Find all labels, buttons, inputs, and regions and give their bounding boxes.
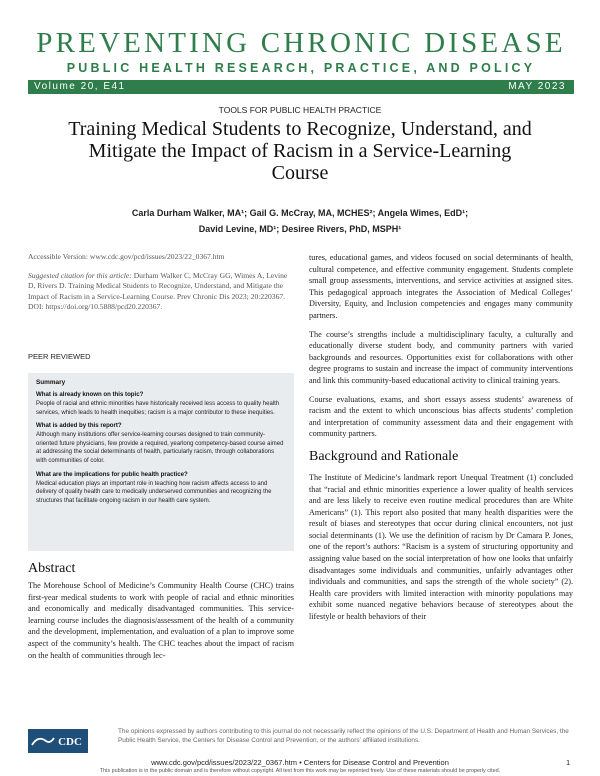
body-paragraph: The Institute of Medicine’s landmark report Unequal Treatment (1) concluded that “racial and ethnic minorities experience a lower quality of health services and are less likely to receive even routine medical procedures than are White Americans” (1). This report also posited that many health disparities were the result of biases and stereotypes that occur during clinical encounters, not just social determinants (1). We use the definition of racism by Dr Camara P. Jones, one of the report’s authors: “Racism is a system of structuring opportunity and assigning value based on the social interpretation of how one looks that unfairly disadvantages some individuals and communities, unfairly advantages other individuals and communities, and saps the strength of the whole society” (2). Health care providers with limited interaction with minority populations may exhibit some nuanced negative behaviors because of stereotypes about the lifestyle or health behaviors of their bbox=[309, 472, 573, 622]
section-label: TOOLS FOR PUBLIC HEALTH PRACTICE bbox=[218, 105, 382, 115]
summary-answer-3: Medical education plays an important role in teaching how racism affects access to and delivery of quality health care to medically underserved communities and recognizing the structures that facilitate ongoing racism in our health care system. bbox=[36, 480, 272, 504]
masthead bbox=[28, 28, 574, 75]
body-paragraph: The course’s strengths include a multidisciplinary faculty, a culturally and educationally diverse student body, and community partners with varied backgrounds and resources. Opportunities exist for collaborations with other degree programs to sustain and increase the impact of community interventions and link this community-based educational activity to clinical training years. bbox=[309, 329, 573, 385]
citation-text: Durham Walker C, McCray GG, Wimes A, Levine D, Rivers D. Training Medical Students to Recognize, Understand, and Mitigate the Impact of Racism in a Service-Learning Course. Prev Chronic Dis 2023; 20:220367. DOI: https://doi.org/10.5888/pcd20.220367. bbox=[28, 270, 288, 311]
summary-question-1: What is already known on this topic? bbox=[36, 391, 144, 398]
page-number: 1 bbox=[566, 758, 571, 767]
legal-notice: This publication is in the public domain and is therefore without copyright. All text from this work may be reprinted freely. Use of these materials should be properly cited. bbox=[99, 768, 501, 774]
authors-line-2: David Levine, MD¹; Desiree Rivers, PhD, MSPH¹ bbox=[198, 224, 402, 234]
journal-subtitle: PUBLIC HEALTH RESEARCH, PRACTICE, AND POLICY bbox=[66, 61, 536, 75]
summary-box bbox=[28, 373, 294, 551]
suggested-citation bbox=[28, 271, 294, 313]
right-column bbox=[309, 252, 573, 623]
accessible-version-link[interactable]: Accessible Version: www.cdc.gov/pcd/issues/2023/22_0367.htm bbox=[28, 252, 225, 261]
summary-question-3: What are the implications for public health practice? bbox=[36, 470, 188, 478]
summary-answer-1: People of racial and ethnic minorities have historically received less access to quality health services, which leads to health inequities; racism is a major contributor to these inequities. bbox=[36, 401, 280, 416]
background-heading: Background and Rationale bbox=[309, 448, 459, 464]
volume-label: Volume 20, E41 bbox=[34, 81, 126, 92]
article-title: Training Medical Students to Recognize, Understand, and Mitigate the Impact of Racism in a Service-Learning Course bbox=[68, 118, 532, 184]
footer-disclaimer-block bbox=[28, 727, 574, 755]
summary-heading: Summary bbox=[36, 379, 66, 386]
issue-date: MAY 2023 bbox=[508, 81, 566, 92]
journal-title: PREVENTING CHRONIC DISEASE bbox=[36, 27, 566, 59]
peer-reviewed-label: PEER REVIEWED bbox=[28, 352, 91, 361]
abstract-heading: Abstract bbox=[28, 561, 76, 576]
authors-line-1: Carla Durham Walker, MA¹; Gail G. McCray, MA, MCHES²; Angela Wimes, EdD¹; bbox=[131, 208, 469, 218]
summary-question-2: What is added by this report? bbox=[36, 422, 122, 430]
volume-bar bbox=[28, 80, 574, 94]
left-column-meta bbox=[28, 252, 294, 313]
cdc-logo-icon bbox=[28, 729, 88, 753]
cdc-logo-text: CDC bbox=[58, 736, 82, 748]
citation-label: Suggested citation for this article: bbox=[28, 270, 132, 280]
body-paragraph: Course evaluations, exams, and short essays assess students’ awareness of racism and the extent to which unconscious bias affects students’ completion and interpretation of community assessment data and their engagement with community partners. bbox=[309, 394, 573, 439]
author-list bbox=[60, 205, 540, 237]
abstract-text: The Morehouse School of Medicine’s Community Health Course (CHC) trains first-year medical students to work with people of racial and ethnic minorities and economically and medically disadvantaged communities. This service-learning course includes the diagnosis/assessment of the health of a community and the development, implementation, and evaluation of a plan to improve some aspect of the community’s health. The CHC teaches about the impact of racism on the health of communities through lec- bbox=[28, 581, 294, 660]
body-paragraph: tures, educational games, and videos focused on social determinants of health, cultural competence, and effective community engagement. Students complete small group assessments, interventions, and service activities at assigned sites. This pedagogical approach integrates the Association of Medical Colleges’ Diversity, Equity, and Inclusion competencies and engages many community partners. bbox=[309, 253, 573, 320]
disclaimer-text: The opinions expressed by authors contributing to this journal do not necessarily reflect the opinions of the U.S. Department of Health and Human Services, the Public Health Service, the Centers for Disease Control and Prevention, or the authors’ affiliated institutions. bbox=[118, 728, 569, 744]
summary-answer-2: Although many institutions offer service-learning courses designed to train community-oriented future physicians, few provide a required, yearlong competency-based course aimed at addressing the social determinants of health, particularly racism, through collaborations with communities of color. bbox=[36, 432, 284, 464]
footer-url-line[interactable]: www.cdc.gov/pcd/issues/2023/22_0367.htm • Centers for Disease Control and Prevention bbox=[151, 758, 449, 767]
